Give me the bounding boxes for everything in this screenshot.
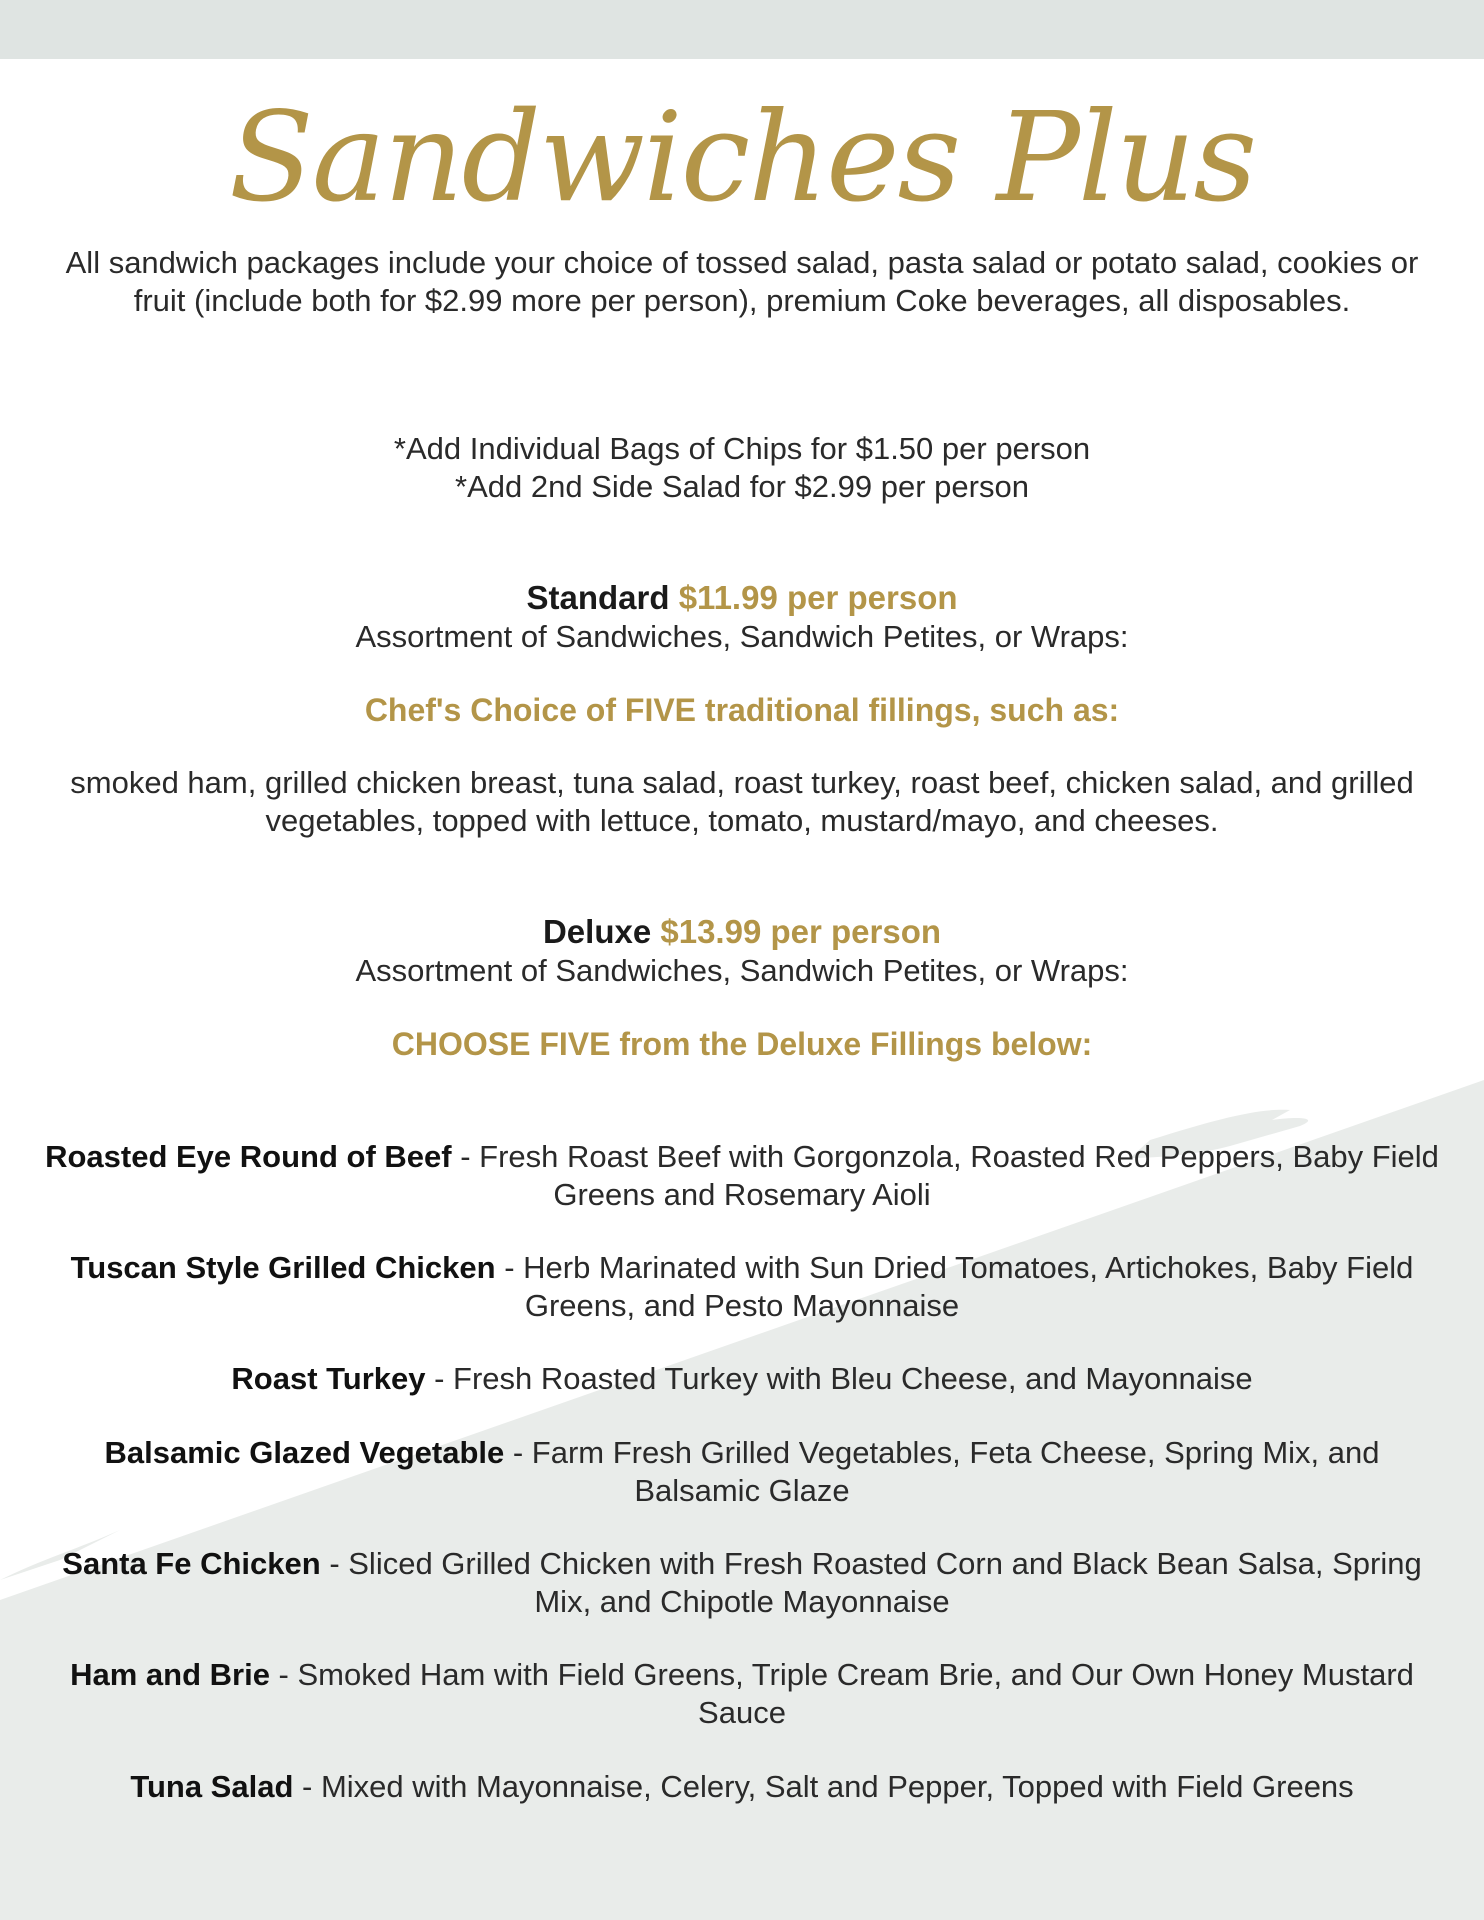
standard-fillings: smoked ham, grilled chicken breast, tuna salad, roast turkey, roast beef, chicken salad, and grilled vegetables, topped with lettuce, tomato, mustard/mayo, and cheeses. xyxy=(70,765,1414,838)
item-name: Balsamic Glazed Vegetable xyxy=(104,1435,505,1470)
item-desc: - Fresh Roasted Turkey with Bleu Cheese, and Mayonnaise xyxy=(425,1361,1253,1396)
addon-side-salad: *Add 2nd Side Salad for $2.99 per person xyxy=(455,469,1029,504)
item-desc: - Herb Marinated with Sun Dried Tomatoes, Artichokes, Baby Field Greens, and Pesto Mayonnaise xyxy=(495,1250,1414,1323)
standard-name: Standard xyxy=(526,579,670,616)
deluxe-item-santa-fe-chicken xyxy=(40,1545,1444,1621)
deluxe-item-ham-brie xyxy=(40,1656,1444,1732)
deluxe-subtitle: Assortment of Sandwiches, Sandwich Petites, or Wraps: xyxy=(355,953,1129,988)
addon-chips: *Add Individual Bags of Chips for $1.50 per person xyxy=(393,431,1091,466)
deluxe-heading: CHOOSE FIVE from the Deluxe Fillings below: xyxy=(391,1026,1093,1062)
item-name: Santa Fe Chicken xyxy=(62,1546,321,1581)
item-name: Tuscan Style Grilled Chicken xyxy=(70,1250,496,1285)
item-desc: - Sliced Grilled Chicken with Fresh Roasted Corn and Black Bean Salsa, Spring Mix, and Chipotle Mayonnaise xyxy=(320,1546,1422,1619)
standard-package-title xyxy=(40,578,1444,618)
deluxe-name: Deluxe xyxy=(542,913,652,950)
deluxe-item-balsamic-vegetable xyxy=(40,1434,1444,1510)
item-name: Roasted Eye Round of Beef xyxy=(45,1139,452,1174)
standard-heading: Chef's Choice of FIVE traditional fillings, such as: xyxy=(364,692,1120,728)
item-name: Tuna Salad xyxy=(130,1769,294,1804)
page-title: Sandwiches Plus xyxy=(228,86,1256,230)
deluxe-price: $13.99 per person xyxy=(660,913,942,950)
item-desc: - Smoked Ham with Field Greens, Triple Cream Brie, and Our Own Honey Mustard Sauce xyxy=(269,1657,1414,1730)
deluxe-item-roast-turkey xyxy=(40,1360,1444,1398)
item-desc: - Mixed with Mayonnaise, Celery, Salt and Pepper, Topped with Field Greens xyxy=(293,1769,1354,1804)
deluxe-package-title xyxy=(40,912,1444,952)
item-name: Roast Turkey xyxy=(231,1361,426,1396)
intro-text: All sandwich packages include your choice of tossed salad, pasta salad or potato salad, cookies or fruit (include both for $2.99 more per person), premium Coke beverages, all disposables. xyxy=(65,245,1419,318)
deluxe-item-roasted-beef xyxy=(40,1138,1444,1214)
standard-price: $11.99 per person xyxy=(678,579,958,616)
item-desc: - Fresh Roast Beef with Gorgonzola, Roasted Red Peppers, Baby Field Greens and Rosemary Aioli xyxy=(451,1139,1439,1212)
item-name: Ham and Brie xyxy=(70,1657,270,1692)
standard-subtitle: Assortment of Sandwiches, Sandwich Petites, or Wraps: xyxy=(355,619,1129,654)
deluxe-item-tuna-salad xyxy=(40,1768,1444,1806)
addons-list xyxy=(40,430,1444,506)
deluxe-item-tuscan-chicken xyxy=(40,1249,1444,1325)
item-desc: - Farm Fresh Grilled Vegetables, Feta Cheese, Spring Mix, and Balsamic Glaze xyxy=(504,1435,1380,1508)
